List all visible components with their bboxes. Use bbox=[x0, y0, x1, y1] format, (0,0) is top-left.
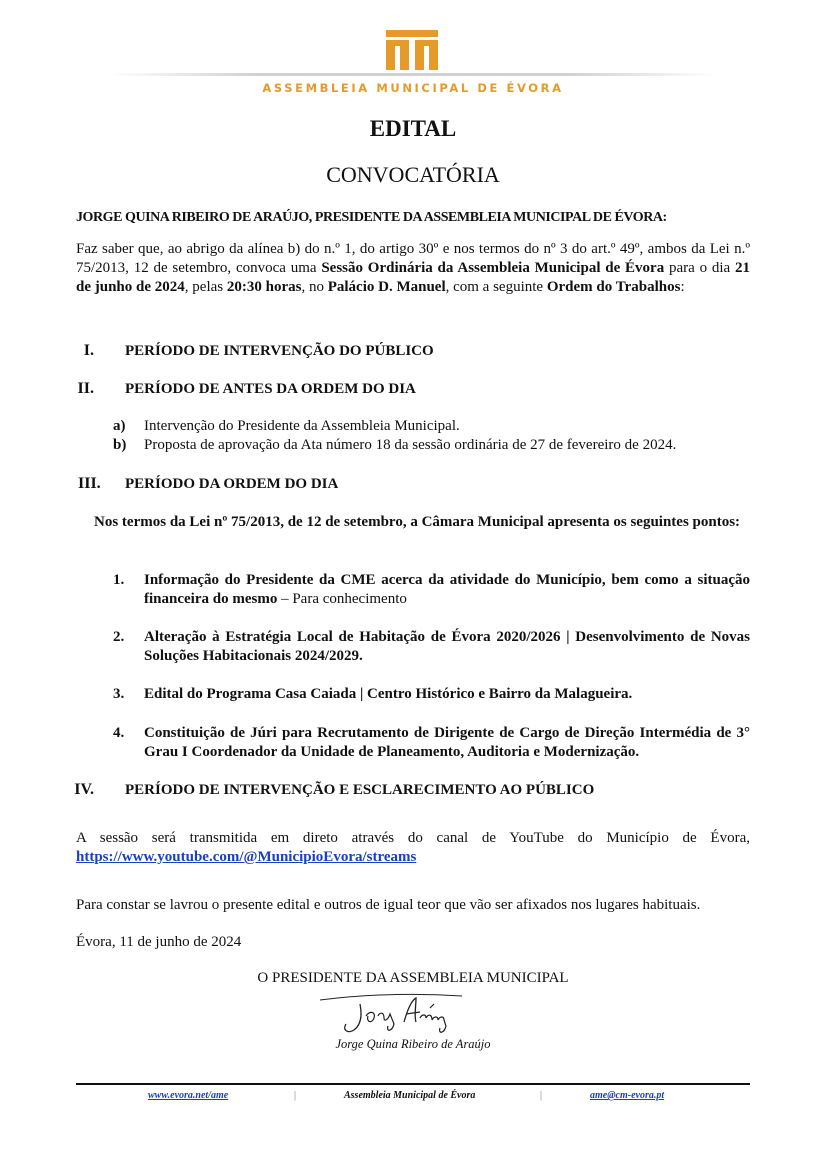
signatory-name: Jorge Quina Ribeiro de Araújo bbox=[335, 1037, 491, 1051]
section-title: PERÍODO DE INTERVENÇÃO E ESCLARECIMENTO AO PÚBLICO bbox=[125, 782, 595, 798]
list-item: Alteração à Estratégia Local de Habitação de Évora 2020/2026 | Desenvolvimento de Novas Soluções Habitacionais 2024/2029. bbox=[144, 629, 750, 664]
point-number: 3. bbox=[113, 686, 125, 702]
list-item: Constituição de Júri para Recrutamento de Dirigente de Cargo de Direção Intermédia de 3° Grau I Coordenador da Unidade de Planeamento, Auditoria e Modernização. bbox=[144, 725, 750, 760]
assembly-logo-icon bbox=[386, 30, 438, 70]
footer-separator: | bbox=[294, 1090, 297, 1101]
section-lead: Nos termos da Lei nº 75/2013, de 12 de setembro, a Câmara Municipal apresenta os seguintes pontos: bbox=[94, 514, 741, 530]
header-divider bbox=[110, 73, 716, 76]
closing-paragraph: Para constar se lavrou o presente edital e outros de igual teor que vão ser afixados nos lugares habituais. bbox=[76, 897, 701, 913]
footer-org-name: Assembleia Municipal de Évora bbox=[344, 1090, 476, 1101]
document-title: EDITAL bbox=[369, 116, 457, 141]
point-number: 2. bbox=[113, 629, 125, 645]
footer-website-link[interactable]: www.evora.net/ame bbox=[148, 1090, 229, 1101]
stream-paragraph: A sessão será transmitida em direto através do canal de YouTube do Município de Évora, https://www.youtube.com/@MunicipioEvora/streams bbox=[76, 830, 750, 865]
point-number: 4. bbox=[113, 725, 125, 741]
signatory-title: O PRESIDENTE DA ASSEMBLEIA MUNICIPAL bbox=[257, 970, 569, 986]
section-number: II. bbox=[77, 380, 94, 397]
list-item: Edital do Programa Casa Caiada | Centro Histórico e Bairro da Malagueira. bbox=[144, 686, 633, 702]
footer-email-link[interactable]: ame@cm-evora.pt bbox=[590, 1090, 665, 1101]
section-number: IV. bbox=[74, 781, 94, 798]
caller-line: JORGE QUINA RIBEIRO DE ARAÚJO, PRESIDENTE DA ASSEMBLEIA MUNICIPAL DE ÉVORA: bbox=[76, 210, 667, 225]
footer-separator: | bbox=[540, 1090, 543, 1101]
item-letter: a) bbox=[113, 418, 126, 434]
section-number: III. bbox=[78, 475, 101, 492]
org-name: ASSEMBLEIA MUNICIPAL DE ÉVORA bbox=[262, 81, 564, 95]
footer bbox=[76, 1090, 750, 1106]
section-title: PERÍODO DE ANTES DA ORDEM DO DIA bbox=[125, 381, 416, 397]
section-title: PERÍODO DE INTERVENÇÃO DO PÚBLICO bbox=[125, 343, 434, 359]
item-letter: b) bbox=[113, 437, 127, 453]
letterhead bbox=[0, 26, 826, 96]
section-title: PERÍODO DA ORDEM DO DIA bbox=[125, 476, 339, 492]
intro-paragraph: Faz saber que, ao abrigo da alínea b) do n.º 1, do artigo 30º e nos termos do nº 3 do art.º 49º, ambos da Lei n.º 75/2013, 12 de setembro, convoca uma Sessão Ordinária da Assembleia Municipal de Évora para o dia 21 de junho de 2024, pelas 20:30 horas, no Palácio D. Manuel, com a seguinte Ordem do Trabalhos: bbox=[76, 241, 750, 295]
list-item: Intervenção do Presidente da Assembleia Municipal. bbox=[144, 418, 460, 434]
document-date: Évora, 11 de junho de 2024 bbox=[76, 934, 242, 950]
list-item: Proposta de aprovação da Ata número 18 da sessão ordinária de 27 de fevereiro de 2024. bbox=[144, 437, 677, 453]
point-number: 1. bbox=[113, 572, 125, 588]
list-item: Informação do Presidente da CME acerca da atividade do Município, bem como a situação financeira do mesmo – Para conhecimento bbox=[144, 572, 750, 607]
youtube-link[interactable]: https://www.youtube.com/@MunicipioEvora/streams bbox=[76, 849, 417, 865]
handwritten-signature bbox=[312, 988, 472, 1040]
section-number: I. bbox=[83, 342, 94, 359]
footer-divider bbox=[76, 1083, 750, 1085]
document-subtitle: CONVOCATÓRIA bbox=[326, 162, 500, 187]
